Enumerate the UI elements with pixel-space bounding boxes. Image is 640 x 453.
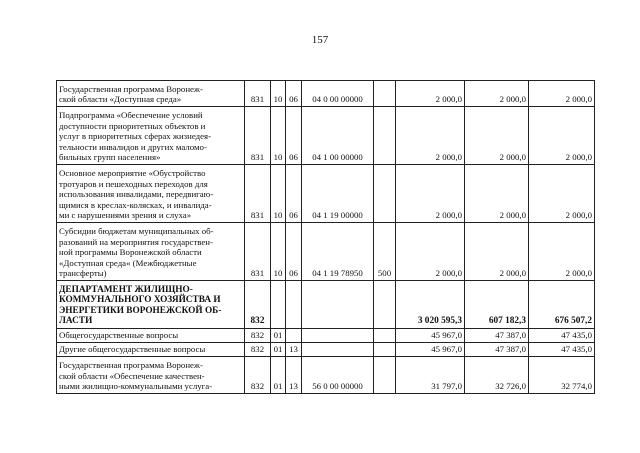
amount-year-2: 32 726,0 bbox=[465, 357, 529, 394]
row-name-line: Подпрограмма «Обеспечение условий bbox=[59, 110, 203, 121]
row-name-line: ЭНЕРГЕТИКИ ВОРОНЕЖСКОЙ ОБ- bbox=[59, 305, 222, 316]
amount-year-2: 2 000,0 bbox=[465, 107, 529, 165]
department-code: 831 bbox=[245, 223, 271, 281]
row-name-line: трансферты) bbox=[59, 268, 107, 279]
row-name-line: ной программы Воронежской области bbox=[59, 247, 202, 258]
row-name-line: КОММУНАЛЬНОГО ХОЗЯЙСТВА И bbox=[59, 295, 221, 306]
target-article-code: 04 0 00 00000 bbox=[302, 81, 374, 107]
row-name-line: Субсидии бюджетам муниципальных об- bbox=[59, 226, 214, 237]
row-name-line: разований на мероприятия государствен- bbox=[59, 236, 213, 247]
row-name-line: тротуаров и пешеходных переходов для bbox=[59, 178, 208, 189]
expense-type-code: 500 bbox=[374, 223, 396, 281]
table-row bbox=[57, 357, 595, 394]
table-row bbox=[57, 281, 595, 329]
amount-year-3: 2 000,0 bbox=[529, 81, 595, 107]
target-article-code: 56 0 00 00000 bbox=[302, 357, 374, 394]
budget-table-body bbox=[57, 81, 595, 394]
section-code: 01 bbox=[271, 343, 286, 357]
row-name bbox=[57, 357, 245, 394]
expense-type-code bbox=[374, 281, 396, 329]
expense-type-code bbox=[374, 165, 396, 223]
amount-year-3: 2 000,0 bbox=[529, 107, 595, 165]
section-code bbox=[271, 281, 286, 329]
section-code: 10 bbox=[271, 107, 286, 165]
row-name-line: ДЕПАРТАМЕНТ ЖИЛИЩНО- bbox=[59, 284, 193, 295]
target-article-code: 04 1 19 00000 bbox=[302, 165, 374, 223]
amount-year-2: 47 387,0 bbox=[465, 329, 529, 343]
section-code: 10 bbox=[271, 81, 286, 107]
row-name-line: бильных групп населения» bbox=[59, 152, 161, 163]
subsection-code: 13 bbox=[286, 357, 302, 394]
amount-year-1: 2 000,0 bbox=[396, 223, 465, 281]
expense-type-code bbox=[374, 357, 396, 394]
amount-year-1: 31 797,0 bbox=[396, 357, 465, 394]
table-row bbox=[57, 107, 595, 165]
row-name-line: тельности инвалидов и других маломо- bbox=[59, 141, 207, 152]
subsection-code: 06 bbox=[286, 165, 302, 223]
row-name bbox=[57, 281, 245, 329]
department-code: 832 bbox=[245, 343, 271, 357]
amount-year-1: 45 967,0 bbox=[396, 329, 465, 343]
row-name-line: Государственная программа Воронеж- bbox=[59, 83, 203, 94]
department-code: 832 bbox=[245, 329, 271, 343]
row-name-line: ЛАСТИ bbox=[59, 316, 93, 327]
amount-year-2: 607 182,3 bbox=[465, 281, 529, 329]
subsection-code bbox=[286, 281, 302, 329]
amount-year-1: 45 967,0 bbox=[396, 343, 465, 357]
amount-year-3: 676 507,2 bbox=[529, 281, 595, 329]
row-name-line: щимися в креслах-колясках, и инвалида- bbox=[59, 199, 212, 210]
section-code: 10 bbox=[271, 165, 286, 223]
department-code: 831 bbox=[245, 81, 271, 107]
subsection-code: 06 bbox=[286, 81, 302, 107]
amount-year-1: 2 000,0 bbox=[396, 81, 465, 107]
amount-year-3: 47 435,0 bbox=[529, 329, 595, 343]
section-code: 01 bbox=[271, 357, 286, 394]
department-code: 831 bbox=[245, 107, 271, 165]
department-code: 832 bbox=[245, 281, 271, 329]
budget-table bbox=[56, 80, 595, 394]
page-number: 157 bbox=[311, 34, 329, 46]
amount-year-3: 47 435,0 bbox=[529, 343, 595, 357]
amount-year-3: 2 000,0 bbox=[529, 223, 595, 281]
row-name-line: Другие общегосударственные вопросы bbox=[59, 344, 206, 355]
amount-year-1: 3 020 595,3 bbox=[396, 281, 465, 329]
amount-year-2: 2 000,0 bbox=[465, 165, 529, 223]
amount-year-2: 2 000,0 bbox=[465, 223, 529, 281]
section-code: 10 bbox=[271, 223, 286, 281]
amount-year-3: 32 774,0 bbox=[529, 357, 595, 394]
row-name-line: Государственная программа Воронеж- bbox=[59, 360, 203, 371]
row-name bbox=[57, 329, 245, 343]
subsection-code bbox=[286, 329, 302, 343]
row-name-line: доступности приоритетных объектов и bbox=[59, 120, 206, 131]
department-code: 831 bbox=[245, 165, 271, 223]
amount-year-3: 2 000,0 bbox=[529, 165, 595, 223]
row-name bbox=[57, 81, 245, 107]
row-name-line: Основное мероприятие «Обустройство bbox=[59, 168, 206, 179]
amount-year-1: 2 000,0 bbox=[396, 165, 465, 223]
expense-type-code bbox=[374, 107, 396, 165]
row-name-line: ными жилищно-коммунальными услуга- bbox=[59, 381, 213, 392]
subsection-code: 13 bbox=[286, 343, 302, 357]
department-code: 832 bbox=[245, 357, 271, 394]
table-row bbox=[57, 329, 595, 343]
target-article-code: 04 1 19 78950 bbox=[302, 223, 374, 281]
target-article-code bbox=[302, 329, 374, 343]
row-name bbox=[57, 343, 245, 357]
expense-type-code bbox=[374, 329, 396, 343]
table-row bbox=[57, 81, 595, 107]
row-name bbox=[57, 165, 245, 223]
row-name-line: ской области «Обеспечение качествен- bbox=[59, 370, 205, 381]
row-name-line: ской области «Доступная среда» bbox=[59, 94, 182, 105]
amount-year-2: 47 387,0 bbox=[465, 343, 529, 357]
target-article-code bbox=[302, 343, 374, 357]
section-code: 01 bbox=[271, 329, 286, 343]
amount-year-1: 2 000,0 bbox=[396, 107, 465, 165]
row-name-line: использования инвалидами, передвигаю- bbox=[59, 189, 214, 200]
subsection-code: 06 bbox=[286, 223, 302, 281]
row-name-line: Общегосударственные вопросы bbox=[59, 330, 179, 341]
subsection-code: 06 bbox=[286, 107, 302, 165]
table-row bbox=[57, 223, 595, 281]
table-row bbox=[57, 165, 595, 223]
row-name-line: «Доступная среда« (Межбюджетные bbox=[59, 257, 197, 268]
row-name bbox=[57, 223, 245, 281]
target-article-code bbox=[302, 281, 374, 329]
row-name bbox=[57, 107, 245, 165]
amount-year-2: 2 000,0 bbox=[465, 81, 529, 107]
table-row bbox=[57, 343, 595, 357]
row-name-line: ми с нарушениями зрения и слуха» bbox=[59, 210, 192, 221]
target-article-code: 04 1 00 00000 bbox=[302, 107, 374, 165]
row-name-line: услуг в приоритетных сферах жизнедея- bbox=[59, 131, 212, 142]
expense-type-code bbox=[374, 343, 396, 357]
expense-type-code bbox=[374, 81, 396, 107]
